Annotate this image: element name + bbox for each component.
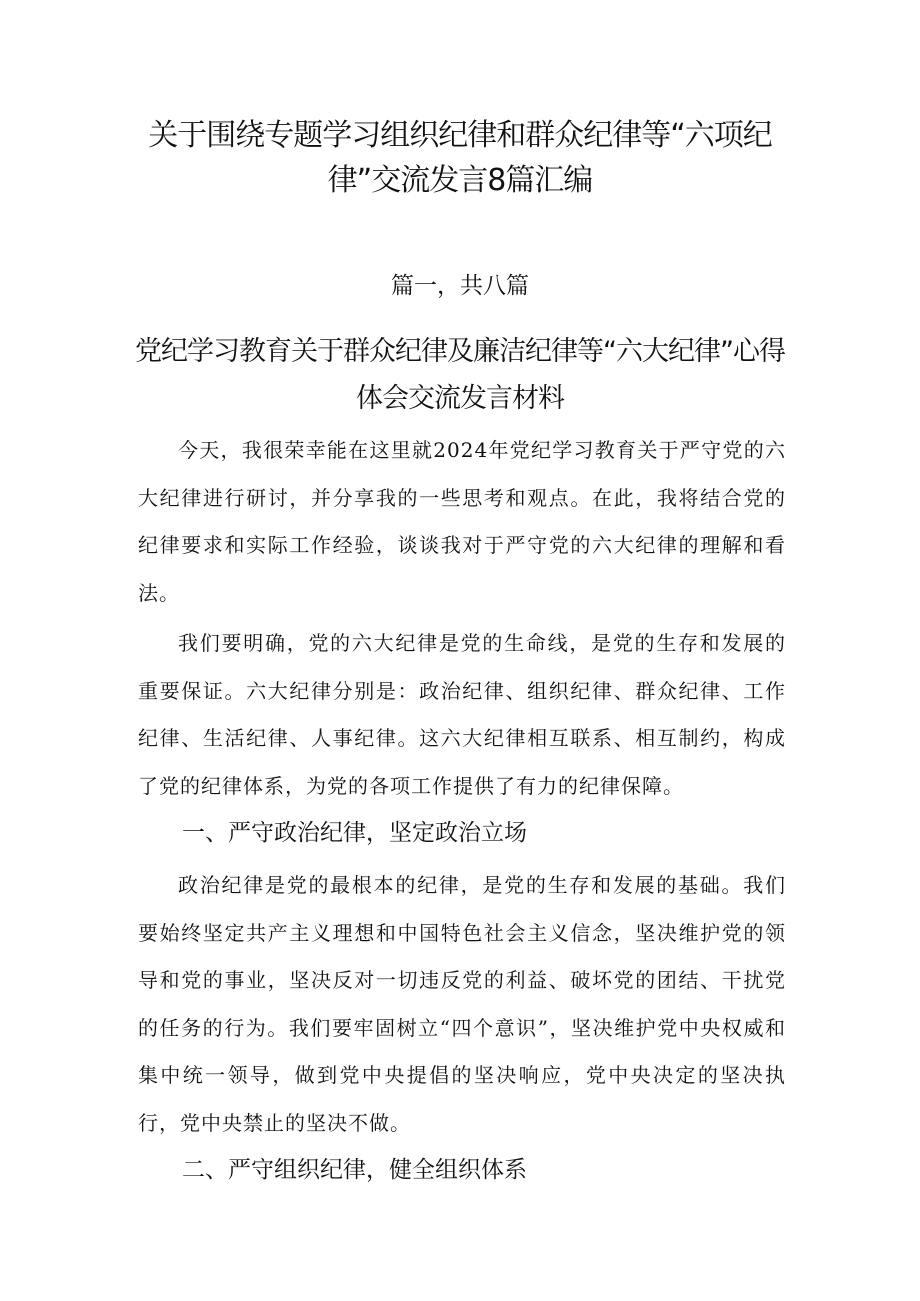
- document-subtitle: 党纪学习教育关于群众纪律及廉洁纪律等“六大纪律”心得体会交流发言材料: [135, 336, 785, 414]
- section-heading-political: 一、严守政治纪律，坚定政治立场: [182, 820, 527, 846]
- part-label: 篇一，共八篇: [391, 273, 529, 299]
- paragraph-intro: 今天，我很荣幸能在这里就2024年党纪学习教育关于严守党的六大纪律进行研讨，并分享我的一些思考和观点。在此，我将结合党的纪律要求和实际工作经验，谈谈我对于严守党的六大纪律的理解和看法。: [138, 438, 786, 605]
- section-heading-organizational: 二、严守组织纪律，健全组织体系: [182, 1157, 527, 1183]
- paragraph-political: 政治纪律是党的最根本的纪律，是党的生存和发展的基础。我们要始终坚定共产主义理想和中国特色社会主义信念，坚决维护党的领导和党的事业，坚决反对一切违反党的利益、破坏党的团结、干扰党的任务的行为。我们要牢固树立“四个意识”，坚决维护党中央权威和集中统一领导，做到党中央提倡的坚决响应，党中央决定的坚决执行，党中央禁止的坚决不做。: [138, 873, 786, 1135]
- paragraph-overview: 我们要明确，党的六大纪律是党的生命线，是党的生存和发展的重要保证。六大纪律分别是：政治纪律、组织纪律、群众纪律、工作纪律、生活纪律、人事纪律。这六大纪律相互联系、相互制约，构成了党的纪律体系，为党的各项工作提供了有力的纪律保障。: [138, 631, 786, 798]
- document-title: 关于围绕专题学习组织纪律和群众纪律等“六项纪律”交流发言8篇汇编: [148, 118, 772, 198]
